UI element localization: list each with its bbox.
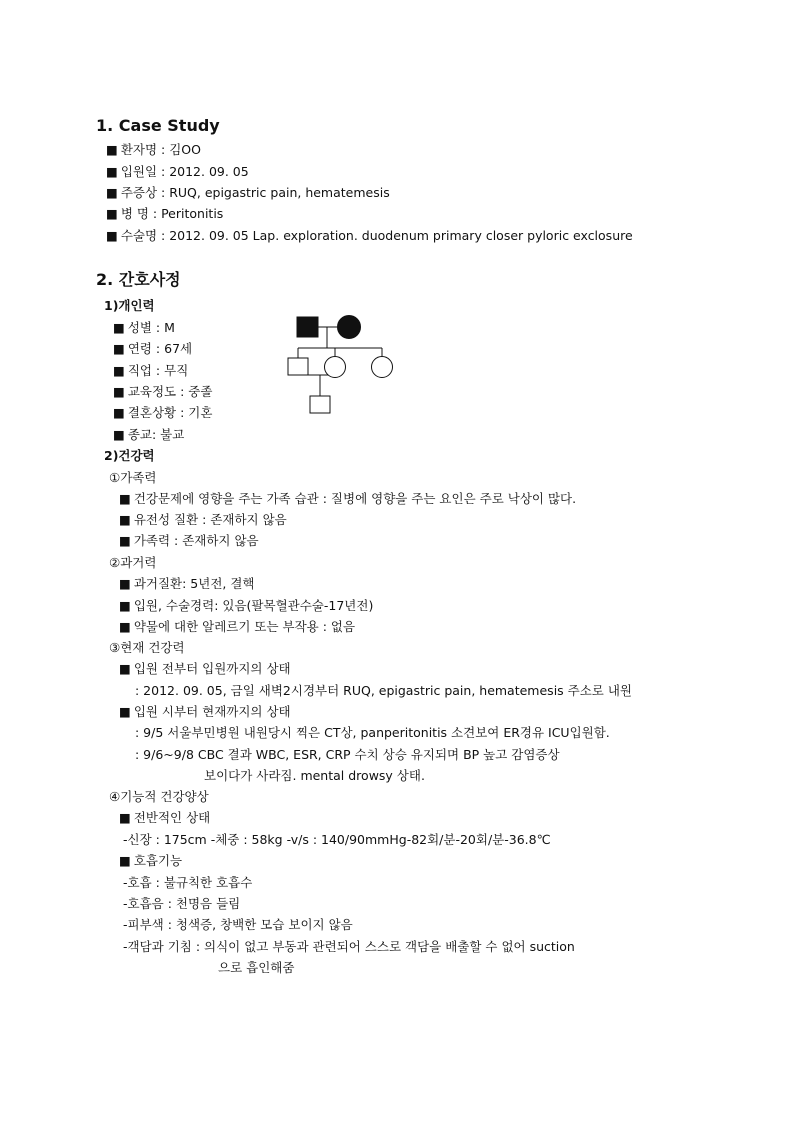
list-item bbox=[119, 533, 259, 549]
admission-date: 입원일 : 2012. 09. 05 bbox=[120, 164, 249, 179]
sibling-circle-icon bbox=[372, 357, 393, 378]
past-disease: 과거질환: 5년전, 결핵 bbox=[133, 576, 255, 591]
list-item bbox=[113, 427, 184, 443]
father-square-icon bbox=[297, 317, 318, 337]
patient-square-icon bbox=[288, 358, 308, 375]
list-item bbox=[106, 164, 249, 180]
diagnosis: 병 명 : Peritonitis bbox=[120, 206, 224, 221]
bullet-icon: ■ bbox=[119, 853, 131, 868]
occupation: 직업 : 무직 bbox=[127, 363, 189, 378]
bullet-icon: ■ bbox=[119, 704, 131, 719]
list-item bbox=[113, 341, 192, 357]
respiration-detail: -객담과 기침 : 의식이 없고 부동과 관련되어 스스로 객담을 배출할 수 없어 suction bbox=[123, 939, 575, 954]
since-admission-detail: : 9/5 서울부민병원 내원당시 찍은 CT상, panperitonitis 소견보여 ER경유 ICU입원함. bbox=[135, 725, 610, 740]
list-item bbox=[119, 598, 373, 614]
respiration-detail: -호흡음 : 천명음 들림 bbox=[123, 896, 241, 911]
operation-name: 수술명 : 2012. 09. 05 Lap. exploration. duodenum primary closer pyloric exclosure bbox=[120, 228, 633, 243]
bullet-icon: ■ bbox=[113, 363, 125, 378]
spouse-circle-icon bbox=[325, 357, 346, 378]
functional-health-heading: ④기능적 건강양상 bbox=[109, 789, 209, 804]
bullet-icon: ■ bbox=[106, 206, 118, 221]
respiration-detail: -피부색 : 청색증, 창백한 모습 보이지 않음 bbox=[123, 917, 353, 932]
list-item bbox=[113, 384, 212, 400]
sex: 성별 : M bbox=[127, 320, 175, 335]
bullet-icon: ■ bbox=[113, 405, 125, 420]
since-admission-label: 입원 시부터 현재까지의 상태 bbox=[133, 704, 291, 719]
respiration-label: 호흡기능 bbox=[133, 853, 183, 868]
child-square-icon bbox=[310, 396, 330, 413]
drug-allergy: 약물에 대한 알레르기 또는 부작용 : 없음 bbox=[133, 619, 356, 634]
hereditary-disease: 유전성 질환 : 존재하지 않음 bbox=[133, 512, 287, 527]
section-1-title: 1. Case Study bbox=[96, 116, 220, 135]
surgery-history: 입원, 수술경력: 있음(팔목혈관수술-17년전) bbox=[133, 598, 374, 613]
health-history-heading: 2)건강력 bbox=[104, 448, 155, 463]
respiration-detail: -호흡 : 불규칙한 호흡수 bbox=[123, 875, 253, 890]
family-history-heading: ①가족력 bbox=[109, 470, 157, 485]
current-history-heading: ③현재 건강력 bbox=[109, 640, 185, 655]
list-item bbox=[106, 206, 223, 222]
mother-circle-icon bbox=[338, 316, 361, 339]
list-item bbox=[106, 228, 633, 244]
since-admission-detail: : 9/6~9/8 CBC 결과 WBC, ESR, CRP 수치 상승 유지되며 BP 높고 감염증상 bbox=[135, 747, 560, 762]
bullet-icon: ■ bbox=[119, 512, 131, 527]
list-item bbox=[113, 320, 175, 336]
since-admission-detail: 보이다가 사라짐. mental drowsy 상태. bbox=[204, 768, 425, 783]
list-item bbox=[119, 512, 287, 528]
bullet-icon: ■ bbox=[106, 164, 118, 179]
age: 연령 : 67세 bbox=[127, 341, 193, 356]
vital-signs: -신장 : 175cm -체중 : 58kg -v/s : 140/90mmHg-82회/분-20회/분-36.8℃ bbox=[123, 832, 551, 847]
before-admission-detail: : 2012. 09. 05, 금일 새벽2시경부터 RUQ, epigastric pain, hematemesis 주소로 내원 bbox=[135, 683, 632, 698]
list-item bbox=[119, 661, 291, 677]
bullet-icon: ■ bbox=[119, 619, 131, 634]
general-status-label: 전반적인 상태 bbox=[133, 810, 211, 825]
before-admission-label: 입원 전부터 입원까지의 상태 bbox=[133, 661, 291, 676]
list-item bbox=[119, 704, 291, 720]
list-item bbox=[119, 576, 255, 592]
marital-status: 결혼상황 : 기혼 bbox=[127, 405, 213, 420]
family-history: 가족력 : 존재하지 않음 bbox=[133, 533, 259, 548]
bullet-icon: ■ bbox=[119, 576, 131, 591]
respiration-detail: 으로 흡인해줌 bbox=[218, 960, 295, 975]
bullet-icon: ■ bbox=[119, 491, 131, 506]
personal-history-heading: 1)개인력 bbox=[104, 298, 155, 313]
education: 교육정도 : 중졸 bbox=[127, 384, 213, 399]
bullet-icon: ■ bbox=[119, 661, 131, 676]
bullet-icon: ■ bbox=[113, 320, 125, 335]
family-habit: 건강문제에 영향을 주는 가족 습관 : 질병에 영향을 주는 요인은 주로 낙상이 많다. bbox=[133, 491, 577, 506]
chief-complaint: 주증상 : RUQ, epigastric pain, hematemesis bbox=[120, 185, 390, 200]
bullet-icon: ■ bbox=[106, 142, 118, 157]
past-history-heading: ②과거력 bbox=[109, 555, 157, 570]
list-item bbox=[106, 185, 390, 201]
family-genogram bbox=[282, 308, 412, 418]
patient-name: 환자명 : 김OO bbox=[120, 142, 201, 157]
bullet-icon: ■ bbox=[106, 228, 118, 243]
bullet-icon: ■ bbox=[119, 533, 131, 548]
list-item bbox=[119, 853, 182, 869]
list-item bbox=[113, 363, 188, 379]
list-item bbox=[119, 491, 576, 507]
list-item bbox=[106, 142, 201, 158]
section-2-title: 2. 간호사정 bbox=[96, 270, 181, 289]
bullet-icon: ■ bbox=[119, 598, 131, 613]
list-item bbox=[119, 619, 355, 635]
bullet-icon: ■ bbox=[106, 185, 118, 200]
bullet-icon: ■ bbox=[113, 341, 125, 356]
bullet-icon: ■ bbox=[119, 810, 131, 825]
bullet-icon: ■ bbox=[113, 427, 125, 442]
list-item bbox=[113, 405, 212, 421]
bullet-icon: ■ bbox=[113, 384, 125, 399]
religion: 종교: 불교 bbox=[127, 427, 185, 442]
list-item bbox=[119, 810, 210, 826]
